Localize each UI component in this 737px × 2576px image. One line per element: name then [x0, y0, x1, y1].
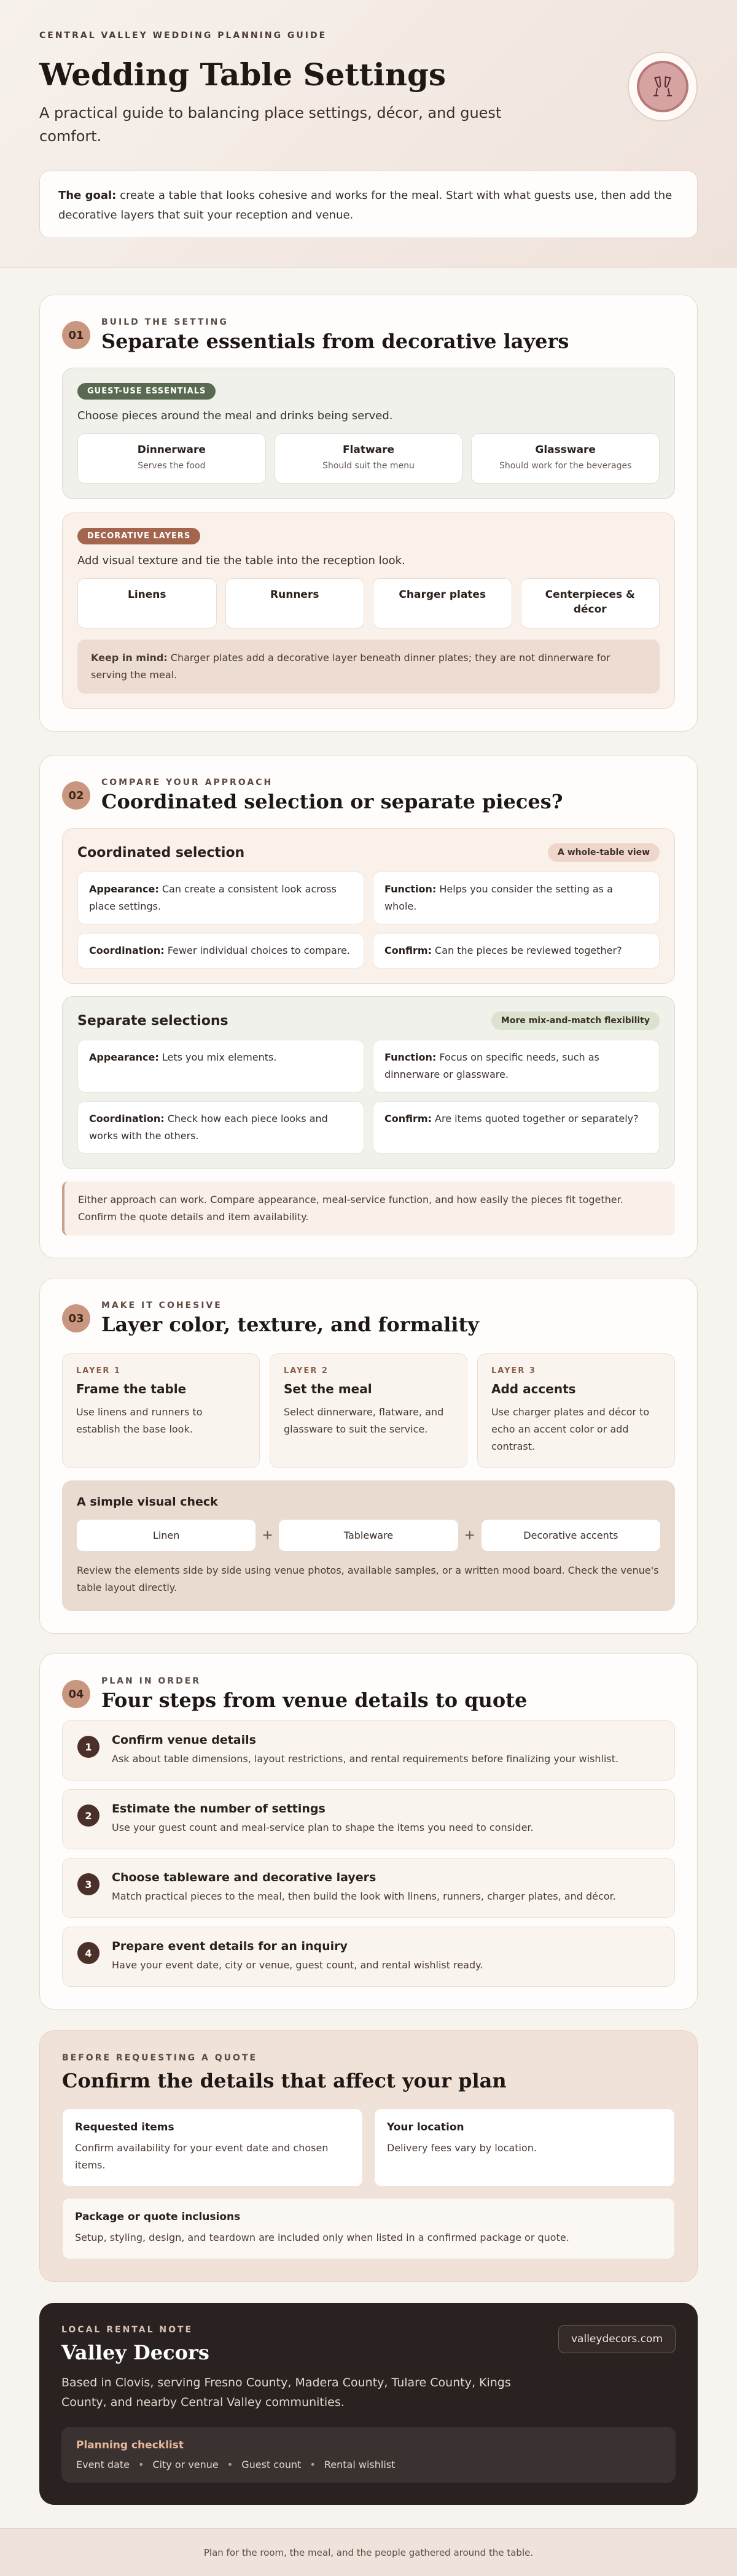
step-text: Have your event date, city or venue, guest count, and rental wishlist ready.: [112, 1959, 483, 1971]
section-make-cohesive: [39, 1278, 698, 1634]
compare-cell: Coordination: Fewer individual choices to compare.: [77, 933, 364, 969]
quote-eyebrow: BEFORE REQUESTING A QUOTE: [62, 2053, 258, 2063]
plus-icon: +: [464, 1528, 476, 1543]
section-eyebrow: PLAN IN ORDER: [101, 1676, 201, 1686]
decor-card-runners: [225, 578, 365, 629]
card-title: Glassware: [535, 444, 596, 456]
rental-note-section: [39, 2303, 698, 2505]
layer-eyebrow: LAYER 1: [76, 1366, 121, 1375]
qcard-title: Your location: [387, 2121, 464, 2133]
quote-section: [39, 2030, 698, 2282]
guide-eyebrow: CENTRAL VALLEY WEDDING PLANNING GUIDE: [39, 31, 327, 41]
quote-title: Confirm the details that affect your plan: [62, 2069, 507, 2092]
rental-eyebrow: LOCAL RENTAL NOTE: [61, 2325, 193, 2335]
decor-pill: DECORATIVE LAYERS: [77, 528, 200, 544]
layer-card: [270, 1353, 467, 1468]
layer-eyebrow: LAYER 3: [491, 1366, 536, 1375]
card-sub: Should suit the menu: [322, 461, 415, 471]
section-title: Four steps from venue details to quote: [101, 1688, 528, 1712]
layer-text: Use charger plates and décor to echo an accent color or add contrast.: [491, 1406, 650, 1452]
compare-cell: Function: Helps you consider the setting as a whole.: [373, 872, 660, 924]
step-item: [62, 1927, 675, 1987]
layer-text: Use linens and runners to establish the base look.: [76, 1406, 203, 1435]
card-sub: Serves the food: [138, 461, 206, 471]
website-link[interactable]: valleydecors.com: [558, 2325, 676, 2353]
section-title: Separate essentials from decorative layers: [101, 330, 569, 353]
section-title: Coordinated selection or separate pieces?: [101, 790, 563, 813]
page-subtitle: A practical guide to balancing place settings, décor, and guest comfort.: [39, 104, 502, 145]
rental-title: Valley Decors: [61, 2341, 209, 2364]
checklist-item: Guest count: [241, 2459, 302, 2470]
essentials-panel: [62, 368, 675, 499]
quote-card-inclusions: [62, 2198, 675, 2259]
bullet-separator: •: [310, 2459, 316, 2470]
checklist-item: Event date: [76, 2459, 130, 2470]
layer-card: [62, 1353, 260, 1468]
decor-panel: [62, 512, 675, 709]
section-eyebrow: BUILD THE SETTING: [101, 317, 228, 327]
qcard-title: Requested items: [75, 2121, 174, 2133]
compare-cell: Appearance: Can create a consistent look across place settings.: [77, 872, 364, 924]
qcard-text: Confirm availability for your event date and chosen items.: [75, 2142, 329, 2171]
section-build-setting: [39, 295, 698, 732]
quote-card-requested-items: [62, 2108, 363, 2187]
checklist-item: City or venue: [152, 2459, 219, 2470]
decor-card-charger-plates: [373, 578, 512, 629]
note-text: Charger plates add a decorative layer beneath dinner plates; they are not dinnerware for serving the meal.: [91, 652, 610, 681]
note-label: Keep in mind:: [91, 652, 168, 663]
card-sub: Should work for the beverages: [499, 461, 632, 471]
separate-title: Separate selections: [77, 1013, 228, 1029]
section-title: Layer color, texture, and formality: [101, 1313, 479, 1336]
step-text: Use your guest count and meal-service plan to shape the items you need to consider.: [112, 1822, 534, 1833]
separate-panel: [62, 996, 675, 1169]
bullet-separator: •: [138, 2459, 144, 2470]
section-number: 03: [62, 1304, 90, 1332]
footer-text: Plan for the room, the meal, and the people gathered around the table.: [203, 2547, 534, 2558]
plus-icon: +: [262, 1528, 273, 1543]
step-text: Ask about table dimensions, layout restrictions, and rental requirements before finalizing your wishlist.: [112, 1753, 619, 1765]
qcard-text: Setup, styling, design, and teardown are included only when listed in a confirmed package or quote.: [75, 2232, 569, 2243]
coordinated-title: Coordinated selection: [77, 845, 245, 861]
visual-box-accents: Decorative accents: [482, 1520, 660, 1551]
layer-card: [477, 1353, 675, 1468]
essential-card-glassware: [471, 433, 660, 484]
step-title: Estimate the number of settings: [112, 1802, 326, 1816]
essentials-pill: GUEST-USE ESSENTIALS: [77, 383, 216, 400]
layer-text: Select dinnerware, flatware, and glassware to suit the service.: [284, 1406, 444, 1435]
section-number: 02: [62, 781, 90, 810]
section-plan-in-order: [39, 1654, 698, 2009]
champagne-glasses-icon: [628, 52, 698, 122]
decor-text: Add visual texture and tie the table into the reception look.: [77, 554, 405, 567]
layer-title: Set the meal: [284, 1382, 372, 1396]
goal-label: The goal:: [58, 189, 117, 202]
step-number: 4: [77, 1942, 99, 1964]
section-eyebrow: COMPARE YOUR APPROACH: [101, 778, 273, 787]
step-item: [62, 1789, 675, 1849]
card-title: Flatware: [342, 444, 395, 456]
checklist-title: Planning checklist: [76, 2439, 184, 2451]
coordinated-tag: A whole-table view: [548, 843, 660, 862]
section-eyebrow: MAKE IT COHESIVE: [101, 1301, 222, 1310]
decor-card-centerpieces: [521, 578, 660, 629]
coordinated-panel: [62, 828, 675, 984]
keep-in-mind-note: [77, 640, 660, 694]
visual-check-text: Review the elements side by side using venue photos, available samples, or a written mood board. Check the venue's table layout directly.: [77, 1565, 659, 1593]
compare-cell: Confirm: Are items quoted together or separately?: [373, 1101, 660, 1154]
card-title: Centerpieces & décor: [545, 589, 635, 616]
section-compare-approach: [39, 755, 698, 1258]
layer-eyebrow: LAYER 2: [284, 1366, 329, 1375]
section-number: 04: [62, 1680, 90, 1708]
compare-cell: Confirm: Can the pieces be reviewed together?: [373, 933, 660, 969]
section-number: 01: [62, 321, 90, 349]
card-title: Dinnerware: [137, 444, 206, 456]
visual-check-title: A simple visual check: [77, 1495, 218, 1509]
hero-header: [0, 0, 737, 268]
qcard-title: Package or quote inclusions: [75, 2211, 241, 2223]
essentials-text: Choose pieces around the meal and drinks being served.: [77, 409, 393, 422]
visual-box-linen: Linen: [77, 1520, 255, 1551]
quote-card-location: [374, 2108, 675, 2187]
checklist-item: Rental wishlist: [324, 2459, 396, 2470]
compare-cell: Appearance: Lets you mix elements.: [77, 1040, 364, 1093]
goal-text: create a table that looks cohesive and works for the meal. Start with what guests use, then add the decorative layers that suit your reception and venue.: [58, 189, 673, 222]
step-title: Prepare event details for an inquiry: [112, 1940, 348, 1953]
bullet-separator: •: [227, 2459, 233, 2470]
page-footer: [0, 2528, 737, 2576]
step-item: [62, 1858, 675, 1918]
step-number: 1: [77, 1736, 99, 1758]
decor-card-linens: [77, 578, 217, 629]
qcard-text: Delivery fees vary by location.: [387, 2142, 537, 2154]
step-item: [62, 1720, 675, 1781]
rental-text: Based in Clovis, serving Fresno County, Madera County, Tulare County, Kings County, and nearby Central Valley communities.: [61, 2376, 511, 2409]
step-number: 2: [77, 1804, 99, 1827]
step-number: 3: [77, 1873, 99, 1895]
compare-cell: Function: Focus on specific needs, such as dinnerware or glassware.: [373, 1040, 660, 1093]
step-title: Choose tableware and decorative layers: [112, 1871, 376, 1884]
card-title: Charger plates: [399, 589, 486, 601]
approach-callout: Either approach can work. Compare appearance, meal-service function, and how easily the pieces fit together. Confirm the quote details and item availability.: [62, 1182, 675, 1236]
step-text: Match practical pieces to the meal, then build the look with linens, runners, charger plates, and décor.: [112, 1890, 616, 1902]
essential-card-flatware: [275, 433, 463, 484]
visual-box-tableware: Tableware: [279, 1520, 458, 1551]
card-title: Linens: [127, 589, 166, 601]
goal-box: [39, 171, 698, 238]
separate-tag: More mix-and-match flexibility: [491, 1011, 660, 1030]
planning-checklist: [61, 2427, 676, 2483]
visual-check-panel: [62, 1480, 675, 1611]
card-title: Runners: [270, 589, 319, 601]
layer-title: Frame the table: [76, 1382, 187, 1396]
compare-cell: Coordination: Check how each piece looks and works with the others.: [77, 1101, 364, 1154]
layer-title: Add accents: [491, 1382, 576, 1396]
step-title: Confirm venue details: [112, 1733, 256, 1747]
essential-card-dinnerware: [77, 433, 266, 484]
page-title: Wedding Table Settings: [39, 56, 446, 93]
